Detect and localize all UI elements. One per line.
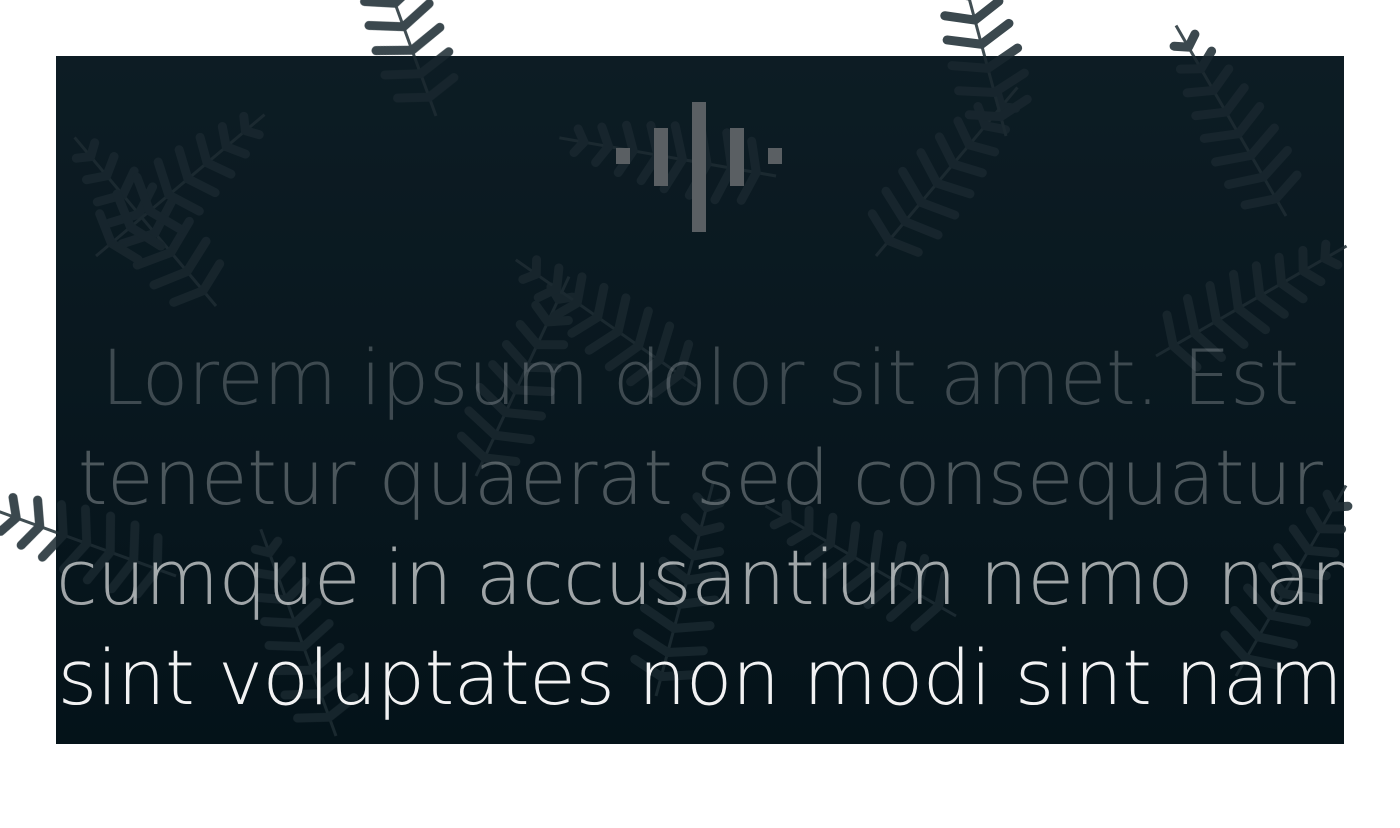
hero-text-line: tenetur quaerat sed consequatur [77,433,1323,522]
hero-text-line: cumque in accusantium nemo nam [56,533,1385,622]
logo-bar [616,148,630,164]
hero-text-line: ipsam dolor qui [409,733,991,822]
logo-bar [654,128,668,186]
logo-bar [768,148,782,164]
audio-waveform-icon [614,102,784,232]
hero-text-line: sint voluptates non modi sint nam [57,633,1343,722]
hero-panel [56,56,1385,822]
hero-text-line: Lorem ipsum dolor sit amet. Est [101,333,1299,422]
logo-bar [692,102,706,232]
hero-text [56,328,1385,828]
logo-bar [730,128,744,186]
